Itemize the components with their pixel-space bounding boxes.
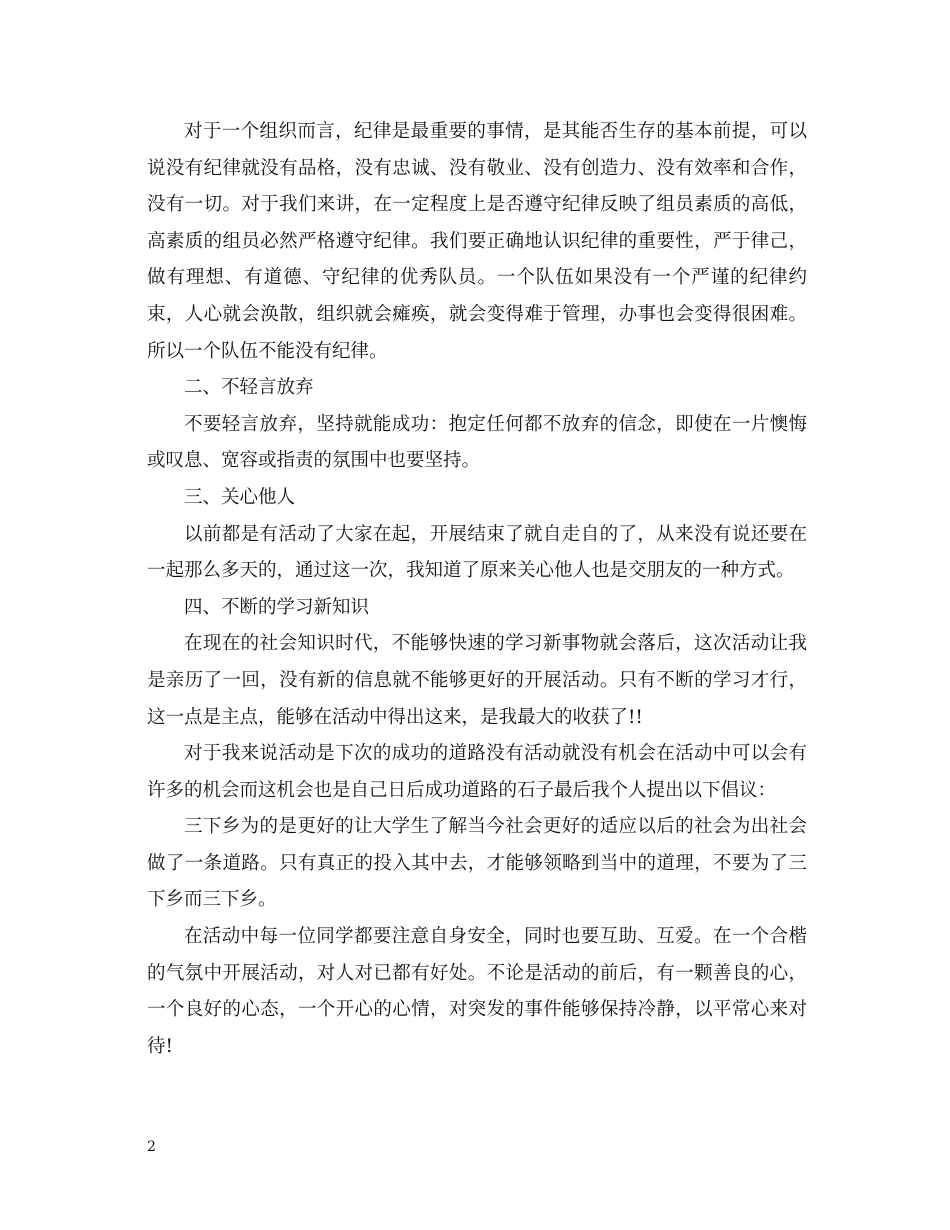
heading-keep-learning: 四、不断的学习新知识 xyxy=(184,596,370,618)
paragraph-safety: 在活动中每一位同学都要注意自身安全，同时也要互助、互爱。在一个合楷的气氛中开展活动，对人对已都有好处。不论是活动的前后，有一颗善良的心，一个良好的心态，一个开心的心情，对突发的事件能够保持冷静，以平常心来对待! xyxy=(147,926,807,1057)
heading-never-give-up: 二、不轻言放弃 xyxy=(184,377,314,399)
paragraph-opportunity: 对于我来说活动是下次的成功的道路没有活动就没有机会在活动中可以会有许多的机会而这机会也是自己日后成功道路的石子最后我个人提出以下倡议： xyxy=(147,743,807,801)
paragraph-three-to-countryside: 三下乡为的是更好的让大学生了解当今社会更好的适应以后的社会为出社会做了一条道路。只有真正的投入其中去，才能够领略到当中的道理，不要为了三下乡而三下乡。 xyxy=(147,816,807,911)
paragraph-never-give-up: 不要轻言放弃，坚持就能成功：抱定任何都不放弃的信念，即使在一片懊悔或叹息、宽容或指责的氛围中也要坚持。 xyxy=(147,413,807,472)
paragraph-keep-learning: 在现在的社会知识时代，不能够快速的学习新事物就会落后，这次活动让我是亲历了一回，没有新的信息就不能够更好的开展活动。只有不断的学习才行，这一点是主点，能够在活动中得出这来，是我最大的收获了!! xyxy=(147,633,807,728)
paragraph-discipline: 对于一个组织而言，纪律是最重要的事情，是其能否生存的基本前提，可以说没有纪律就没有品格，没有忠诚、没有敬业、没有创造力、没有效率和合作，没有一切。对于我们来讲，在一定程度上是否遵守纪律反映了组员素质的高低，高素质的组员必然严格遵守纪律。我们要正确地认识纪律的重要性，严于律己，做有理想、有道德、守纪律的优秀队员。一个队伍如果没有一个严谨的纪律约束，人心就会涣散，组织就会瘫痪，就会变得难于管理，办事也会变得很困难。所以一个队伍不能没有纪律。 xyxy=(147,121,807,362)
body-text xyxy=(147,114,807,1065)
heading-care-for-others: 三、关心他人 xyxy=(184,486,296,508)
paragraph-care-for-others: 以前都是有活动了大家在起，开展结束了就自走自的了，从来没有说还要在一起那么多天的，通过这一次，我知道了原来关心他人也是交朋友的一种方式。 xyxy=(147,523,807,582)
page-number: 2 xyxy=(147,1139,156,1155)
